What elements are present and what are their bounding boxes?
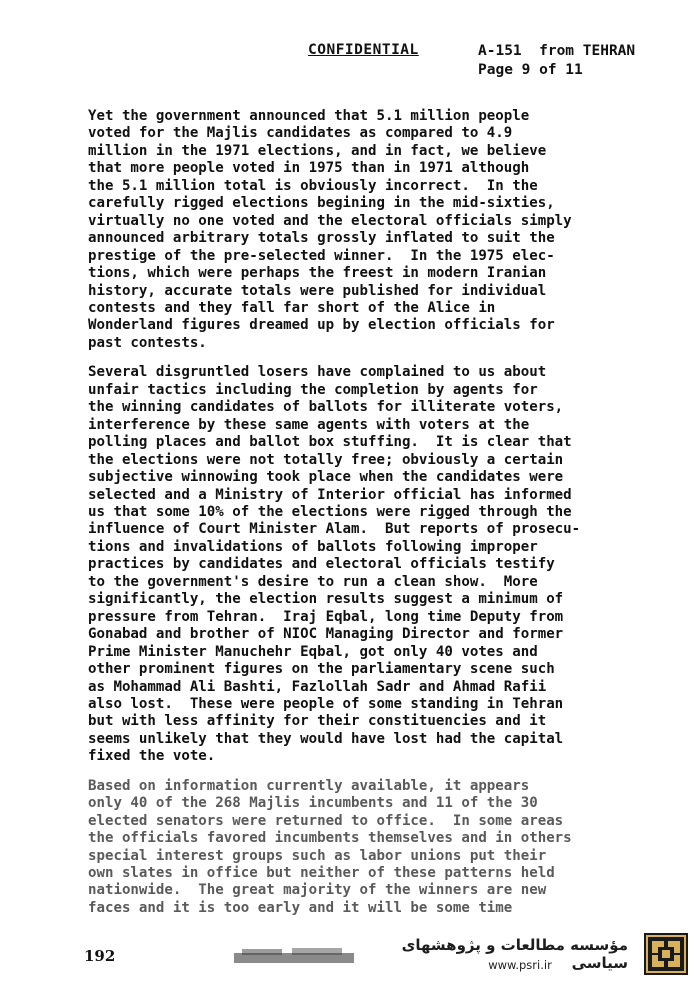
text-line: Yet the government announced that 5.1 million people (88, 108, 530, 124)
institute-logo-text: مؤسسه مطالعات و پژوهشهای سیاسی (401, 936, 628, 972)
text-line: unfair tactics including the completion by agents for (88, 381, 538, 398)
institute-url[interactable]: www.psri.ir (488, 958, 552, 972)
text-line: Wonderland figures dreamed up by election officials for (88, 317, 555, 334)
text-line: us that some 10% of the elections were rigged through the (88, 503, 572, 520)
text-line: the elections were not totally free; obviously a certain (88, 451, 564, 468)
text-line: to the government's desire to run a clean show. More (88, 573, 538, 590)
text-line: faces and it is too early and it will be some time (88, 899, 513, 916)
text-line: tions, which were perhaps the freest in modern Iranian (88, 265, 547, 282)
paragraph-3 (88, 778, 648, 918)
reference-line: A-151 from TEHRAN (478, 43, 636, 59)
text-line: practices by candidates and electoral officials testify (88, 556, 555, 573)
body-text (88, 108, 648, 929)
stamp-mark (232, 945, 358, 967)
text-line: also lost. These were people of some standing in Tehran (88, 695, 564, 712)
text-line: million in the 1971 elections, and in fact, we believe (88, 142, 547, 159)
text-line: announced arbitrary totals grossly inflated to suit the (88, 230, 555, 247)
text-line: significantly, the election results suggest a minimum of (88, 591, 564, 608)
text-line: virtually no one voted and the electoral officials simply (88, 212, 572, 229)
text-line: polling places and ballot box stuffing. It is clear that (88, 434, 572, 451)
text-line: Based on information currently available, it appears (88, 777, 530, 794)
text-line: Gonabad and brother of NIOC Managing Director and former (88, 626, 564, 643)
text-line: selected and a Ministry of Interior official has informed (88, 486, 572, 503)
text-line: special interest groups such as labor unions put their (88, 847, 547, 864)
text-line: subjective winnowing took place when the candidates were (88, 469, 564, 486)
text-line: prestige of the pre-selected winner. In the 1975 elec- (88, 247, 555, 264)
text-line: the officials favored incumbents themselves and in others (88, 830, 572, 847)
text-line: influence of Court Minister Alam. But reports of prosecu- (88, 521, 581, 538)
text-line: Several disgruntled losers have complained to us about (88, 364, 547, 381)
page-of-line: Page 9 of 11 (478, 62, 583, 78)
page-number: 192 (84, 947, 116, 965)
text-line: voted for the Majlis candidates as compared to 4.9 (88, 125, 513, 142)
text-line: contests and they fall far short of the Alice in (88, 299, 496, 316)
text-line: fixed the vote. (88, 748, 216, 765)
text-line: interference by these same agents with voters at the (88, 416, 530, 433)
paragraph-1 (88, 108, 648, 352)
text-line: seems unlikely that they would have lost had the capital (88, 730, 564, 747)
text-line: nationwide. The great majority of the winners are new (88, 882, 547, 899)
text-line: tions and invalidations of ballots following improper (88, 538, 538, 555)
document-reference (478, 42, 635, 80)
text-line: only 40 of the 268 Majlis incumbents and 11 of the 30 (88, 795, 538, 812)
text-line: that more people voted in 1975 than in 1971 although (88, 160, 530, 177)
text-line: past contests. (88, 334, 207, 351)
institute-emblem-icon (644, 933, 688, 975)
paragraph-2 (88, 364, 648, 765)
text-line: the 5.1 million total is obviously incorrect. In the (88, 177, 538, 194)
text-line: pressure from Tehran. Iraj Eqbal, long time Deputy from (88, 608, 564, 625)
text-line: elected senators were returned to office. In some areas (88, 812, 564, 829)
text-line: other prominent figures on the parliamentary scene such (88, 661, 555, 678)
text-line: own slates in office but neither of these patterns held (88, 865, 555, 882)
text-line: as Mohammad Ali Bashti, Fazlollah Sadr and Ahmad Rafii (88, 678, 547, 695)
text-line: but with less affinity for their constituencies and it (88, 713, 547, 730)
classification-marking: CONFIDENTIAL (308, 42, 419, 58)
text-line: Prime Minister Manuchehr Eqbal, got only 40 votes and (88, 643, 538, 660)
text-line: carefully rigged elections begining in the mid-sixties, (88, 195, 555, 212)
text-line: history, accurate totals were published for individual (88, 282, 547, 299)
text-line: the winning candidates of ballots for illiterate voters, (88, 399, 564, 416)
